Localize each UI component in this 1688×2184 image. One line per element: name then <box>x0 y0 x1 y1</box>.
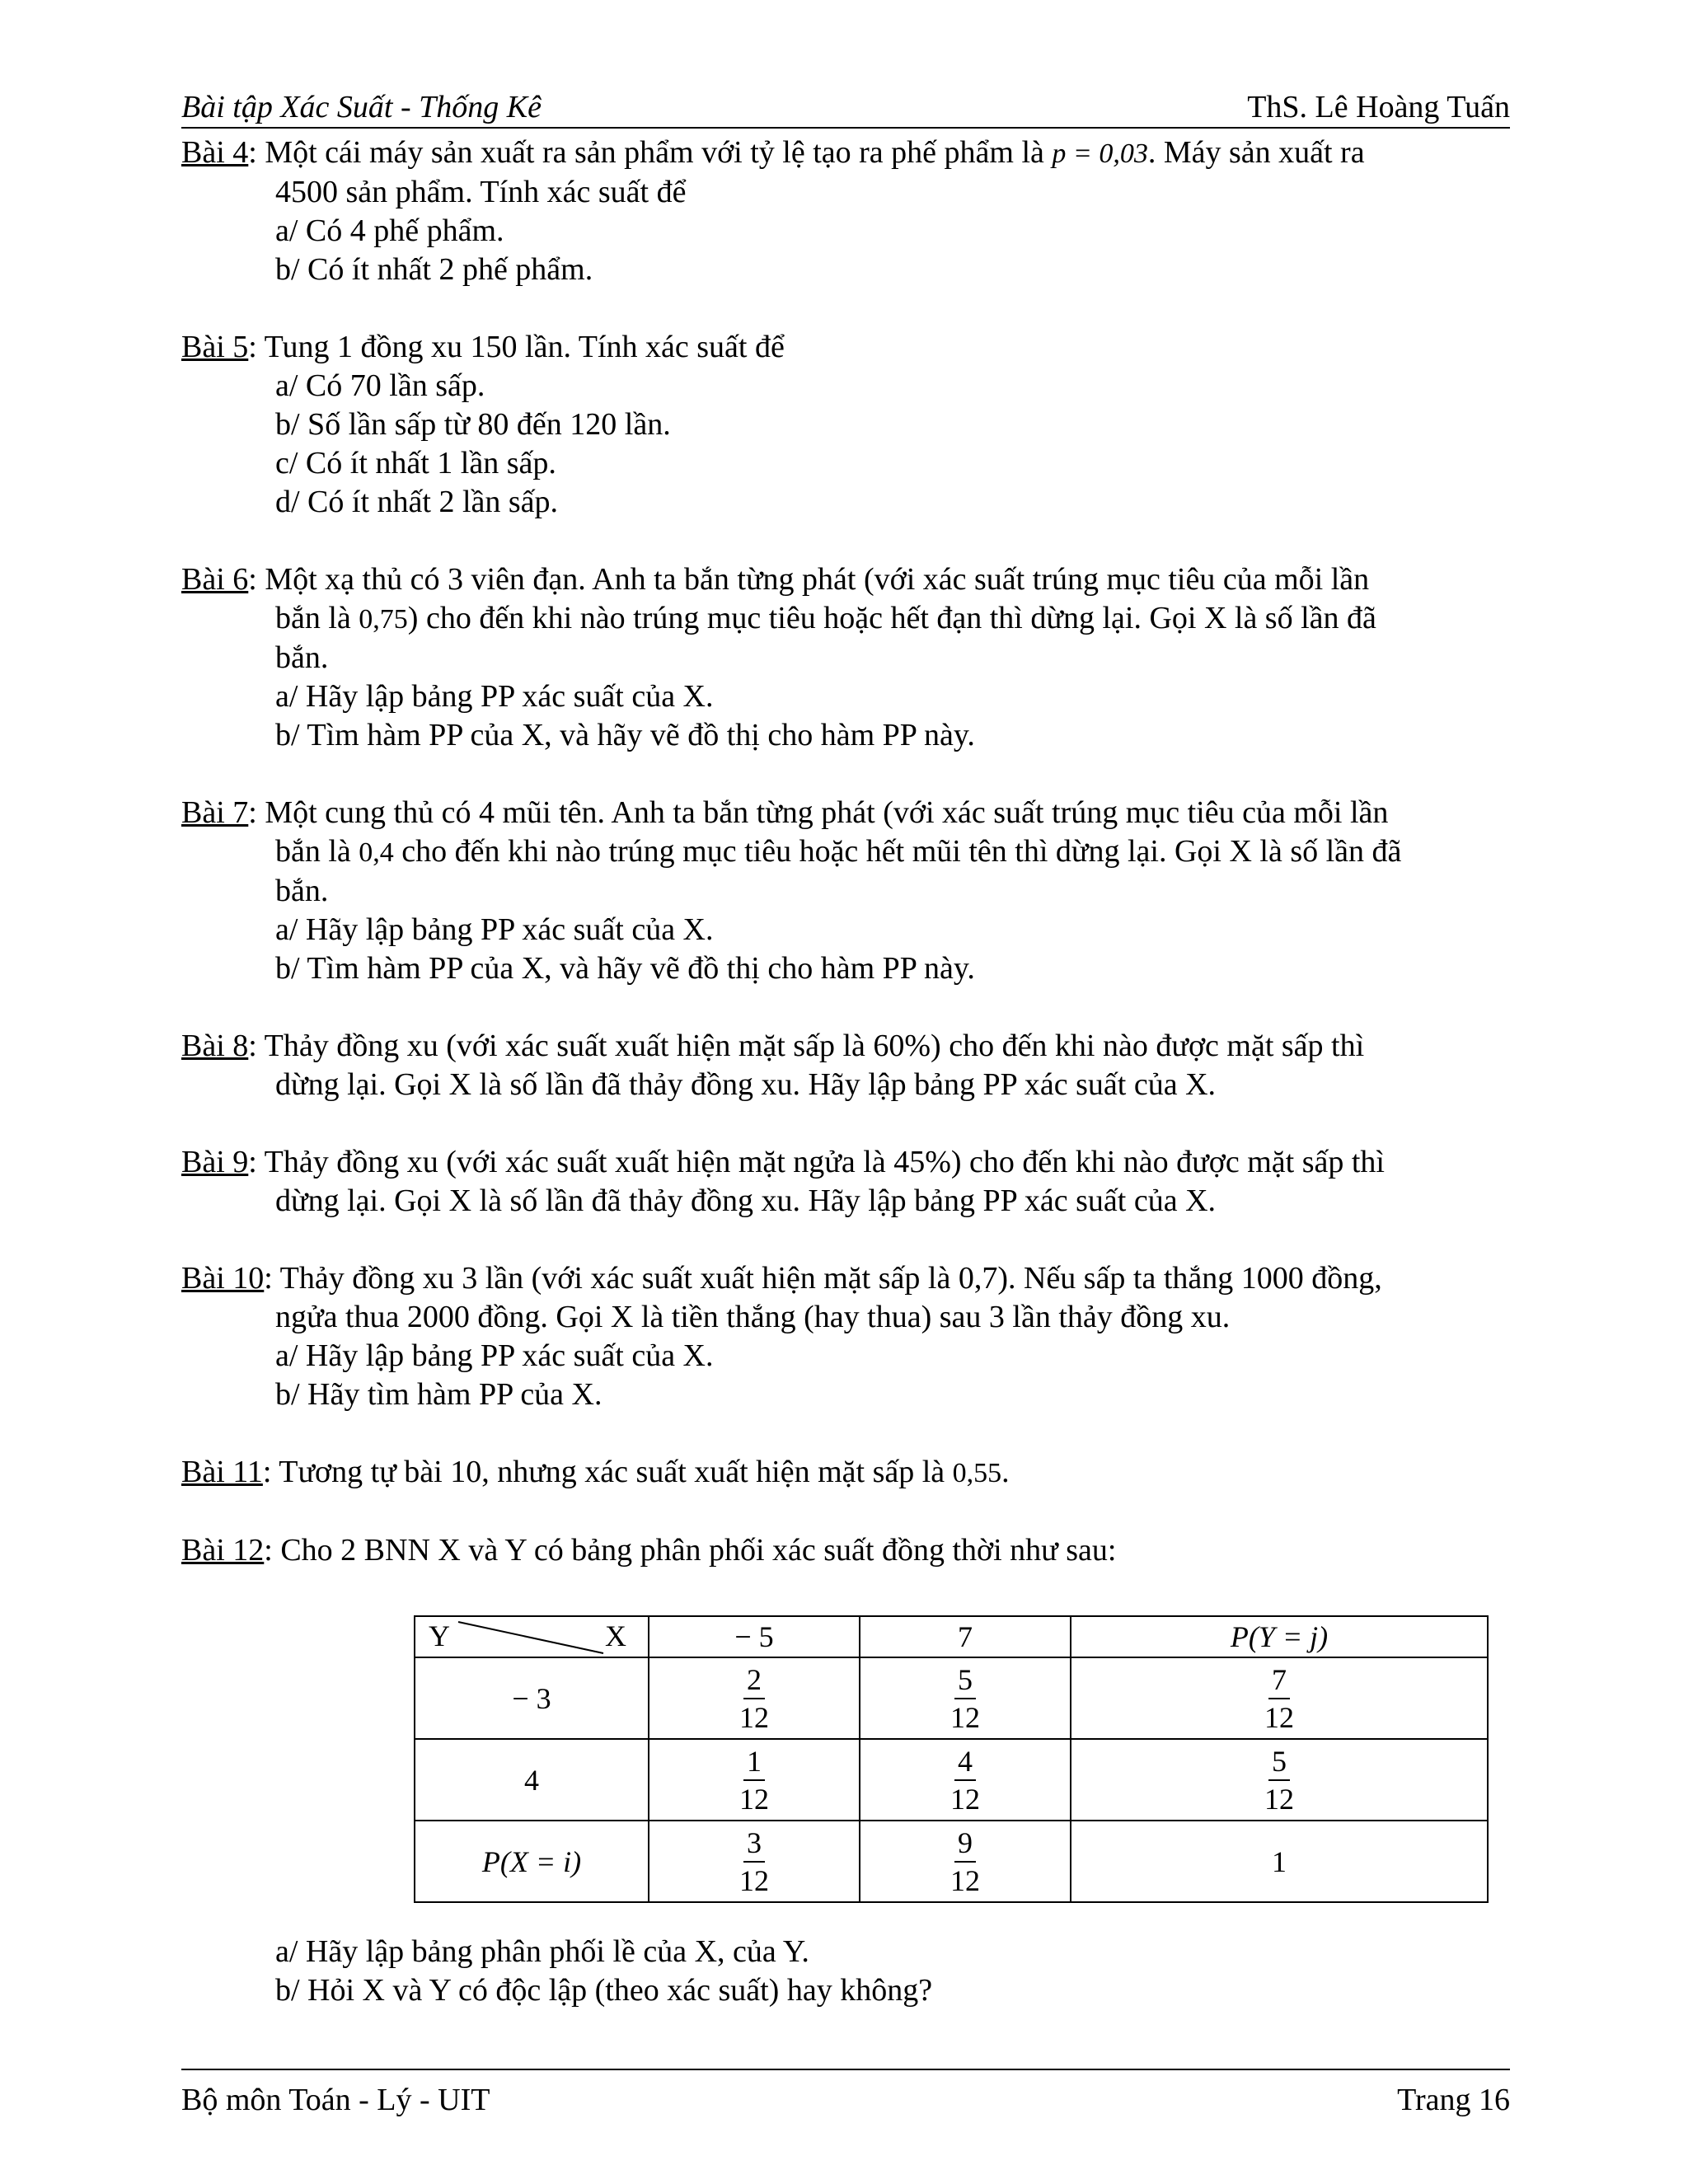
problem-6-label: Bài 6 <box>181 562 249 597</box>
header-x-7: 7 <box>860 1616 1071 1657</box>
header-author: ThS. Lê Hoàng Tuấn <box>1247 90 1510 124</box>
problem-4 <box>181 134 1510 289</box>
problem-8-label: Bài 8 <box>181 1029 249 1063</box>
problem-4-part-a: a/ Có 4 phế phẩm. <box>275 213 504 248</box>
problem-11-label: Bài 11 <box>181 1455 263 1489</box>
problem-5-part-d: d/ Có ít nhất 2 lần sấp. <box>275 485 559 519</box>
problem-6 <box>181 560 1510 755</box>
problem-7-part-a: a/ Hãy lập bảng PP xác suất của X. <box>275 912 714 947</box>
header-x-minus5: − 5 <box>649 1616 860 1657</box>
problem-7-text-1: : Một cung thủ có 4 mũi tên. Anh ta bắn từng phát (với xác suất trúng mục tiêu của mỗi lần <box>248 795 1389 830</box>
fraction: $\frac{5}{12}$ <box>1264 1744 1294 1816</box>
row-label-px: P(X = i) <box>415 1821 649 1902</box>
problem-12-part-a: a/ Hãy lập bảng phân phối lề của X, của Y. <box>275 1934 809 1969</box>
corner-x-label: X <box>605 1619 626 1652</box>
fraction: $\frac{1}{12}$ <box>739 1744 769 1816</box>
fraction: $\frac{9}{12}$ <box>950 1825 980 1897</box>
fraction: $\frac{3}{12}$ <box>739 1825 769 1897</box>
problem-7-part-b: b/ Tìm hàm PP của X, và hãy vẽ đồ thị cho hàm PP này. <box>275 951 975 986</box>
row-label-y-minus3: − 3 <box>415 1657 649 1739</box>
problem-10 <box>181 1259 1510 1414</box>
problem-10-part-a: a/ Hãy lập bảng PP xác suất của X. <box>275 1338 714 1373</box>
table-row <box>415 1821 1488 1902</box>
problem-7-math: 0,4 <box>359 837 394 868</box>
problem-12-parts <box>275 1933 932 2010</box>
fraction: $\frac{4}{12}$ <box>950 1744 980 1816</box>
problem-7-text-2b: cho đến khi nào trúng mục tiêu hoặc hết mũi tên thì dừng lại. Gọi X là số lần đã <box>393 834 1402 869</box>
problem-8-text-1: : Thảy đồng xu (với xác suất xuất hiện mặt sấp là 60%) cho đến khi nào được mặt sấp thì <box>248 1029 1365 1063</box>
problem-12 <box>181 1531 1510 1570</box>
problem-5-part-a: a/ Có 70 lần sấp. <box>275 368 485 403</box>
problem-4-math: p = 0,03 <box>1052 138 1148 169</box>
problem-9-text-1: : Thảy đồng xu (với xác suất xuất hiện mặt ngửa là 45%) cho đến khi nào được mặt sấp thì <box>248 1145 1385 1179</box>
header-py: P(Y = j) <box>1071 1616 1488 1657</box>
problem-6-text-2b: ) cho đến khi nào trúng mục tiêu hoặc hết đạn thì dừng lại. Gọi X là số lần đã <box>407 601 1376 635</box>
problem-6-text-1: : Một xạ thủ có 3 viên đạn. Anh ta bắn từng phát (với xác suất trúng mục tiêu của mỗi lần <box>248 562 1370 597</box>
fraction: $\frac{2}{12}$ <box>739 1662 769 1734</box>
table-header-row <box>415 1616 1488 1657</box>
problem-10-text-2: ngửa thua 2000 đồng. Gọi X là tiền thắng (hay thua) sau 3 lần thảy đồng xu. <box>275 1300 1231 1334</box>
problem-9-label: Bài 9 <box>181 1145 249 1179</box>
problem-5 <box>181 328 1510 522</box>
problem-5-text-1: : Tung 1 đồng xu 150 lần. Tính xác suất để <box>248 330 785 364</box>
page-header <box>181 89 1510 129</box>
problem-4-text-1a: : Một cái máy sản xuất ra sản phẩm với tỷ lệ tạo ra phế phẩm là <box>248 135 1053 170</box>
problem-4-text-2: 4500 sản phẩm. Tính xác suất để <box>275 175 687 209</box>
problem-7-label: Bài 7 <box>181 795 249 830</box>
problem-10-label: Bài 10 <box>181 1261 265 1296</box>
page-footer <box>181 2069 1510 2118</box>
footer-department: Bộ môn Toán - Lý - UIT <box>181 2083 490 2117</box>
row-label-y-4: 4 <box>415 1739 649 1821</box>
joint-distribution-table-wrapper <box>414 1615 1489 1903</box>
problem-11-math: 0,55 <box>952 1458 1002 1488</box>
total-cell: 1 <box>1071 1821 1488 1902</box>
problem-11-text-1b: . <box>1001 1455 1010 1489</box>
problem-6-text-3: bắn. <box>275 640 329 675</box>
problem-11-text-1a: : Tương tự bài 10, nhưng xác suất xuất hiện mặt sấp là <box>262 1455 953 1489</box>
problem-10-text-1: : Thảy đồng xu 3 lần (với xác suất xuất hiện mặt sấp là 0,7). Nếu sấp ta thắng 1000 đồng, <box>264 1261 1382 1296</box>
problem-4-part-b: b/ Có ít nhất 2 phế phẩm. <box>275 252 593 287</box>
problem-9 <box>181 1143 1510 1221</box>
problem-4-label: Bài 4 <box>181 135 249 170</box>
problem-6-part-b: b/ Tìm hàm PP của X, và hãy vẽ đồ thị cho hàm PP này. <box>275 718 975 752</box>
problem-8-text-2: dừng lại. Gọi X là số lần đã thảy đồng xu. Hãy lập bảng PP xác suất của X. <box>275 1067 1217 1102</box>
footer-page-number: Trang 16 <box>1397 2083 1510 2117</box>
corner-y-label: Y <box>429 1619 450 1652</box>
page-content <box>181 89 1510 1609</box>
problem-10-part-b: b/ Hãy tìm hàm PP của X. <box>275 1377 603 1412</box>
problem-11 <box>181 1453 1510 1493</box>
problem-7-text-3: bắn. <box>275 874 329 908</box>
problem-5-part-b: b/ Số lần sấp từ 80 đến 120 lần. <box>275 407 671 442</box>
fraction: $\frac{5}{12}$ <box>950 1662 980 1734</box>
table-corner-cell <box>415 1616 649 1657</box>
problem-12-label: Bài 12 <box>181 1533 265 1568</box>
table-row <box>415 1739 1488 1821</box>
fraction: $\frac{7}{12}$ <box>1264 1662 1294 1734</box>
problem-12-text-1: : Cho 2 BNN X và Y có bảng phân phối xác suất đồng thời như sau: <box>264 1533 1117 1568</box>
problem-5-part-c: c/ Có ít nhất 1 lần sấp. <box>275 446 556 480</box>
problem-9-text-2: dừng lại. Gọi X là số lần đã thảy đồng xu. Hãy lập bảng PP xác suất của X. <box>275 1183 1217 1218</box>
problem-6-math: 0,75 <box>359 604 408 635</box>
problem-6-part-a: a/ Hãy lập bảng PP xác suất của X. <box>275 679 714 714</box>
joint-distribution-table <box>414 1615 1489 1903</box>
problem-6-text-2a: bắn là <box>275 601 359 635</box>
table-row <box>415 1657 1488 1739</box>
problem-5-label: Bài 5 <box>181 330 249 364</box>
problem-12-part-b: b/ Hỏi X và Y có độc lập (theo xác suất) hay không? <box>275 1973 933 2008</box>
header-course-title: Bài tập Xác Suất - Thống Kê <box>181 90 542 124</box>
problem-8 <box>181 1027 1510 1104</box>
problem-4-text-1b: . Máy sản xuất ra <box>1147 135 1365 170</box>
problem-7 <box>181 794 1510 988</box>
problem-7-text-2a: bắn là <box>275 834 359 869</box>
